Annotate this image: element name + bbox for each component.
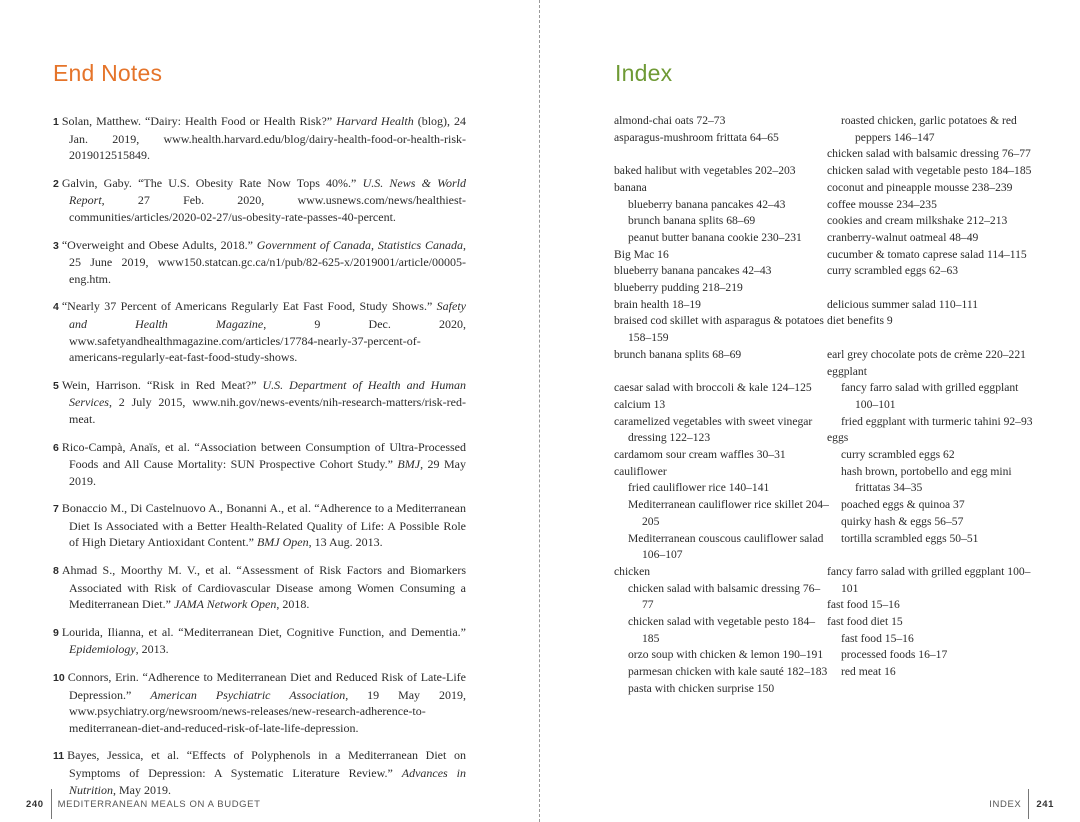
note-source-title: Safety and Health Magazine (69, 299, 466, 331)
note-details: , 27 Feb. 2020, www.usnews.com/news/healthiest-communities/articles/2020-02-27/us-obesity-rate-passes-40-percent. (69, 193, 466, 224)
index-entry: eggs (827, 431, 849, 445)
note-number: 9 (53, 626, 59, 639)
index-entry: cucumber & tomato caprese salad 114–115 (827, 247, 1027, 261)
end-note (53, 500, 466, 551)
note-number: 1 (53, 116, 59, 128)
index-subentry: quirky hash & eggs 56–57 (841, 514, 964, 528)
page-number: 241 (1036, 798, 1054, 810)
index-entry: chicken salad with vegetable pesto 184–185 (827, 164, 1032, 178)
index-entry: chicken salad with balsamic dressing 76–77 (827, 147, 1031, 161)
index-entry: caesar salad with broccoli & kale 124–125 (614, 381, 812, 395)
note-source-title: Epidemiology (69, 642, 136, 657)
right-page (540, 0, 1080, 822)
end-note (53, 669, 466, 736)
running-title: MEDITERRANEAN MEALS ON A BUDGET (57, 798, 261, 810)
index-subentry: red meat 16 (841, 665, 896, 679)
note-number: 6 (53, 441, 59, 454)
index-subentry: parmesan chicken with kale sauté 182–183 (628, 665, 828, 679)
index-subentry: chicken salad with balsamic dressing 76–77 (628, 581, 821, 612)
footer-divider (1028, 789, 1029, 819)
note-text: Wein, Harrison. “Risk in Red Meat?” (61, 377, 263, 392)
note-text: “Nearly 37 Percent of Americans Regularly Eat Fast Food, Study Shows.” (61, 299, 437, 314)
note-number: 4 (53, 301, 59, 314)
index-entry: cauliflower (614, 464, 667, 478)
note-source-title: JAMA Network Open (173, 597, 277, 612)
index-entry: delicious summer salad 110–111 (827, 297, 979, 311)
index-entry: cookies and cream milkshake 212–213 (827, 214, 1008, 228)
note-source-title: U.S. Department of Health and Human Services (69, 377, 466, 410)
note-source-title: BMJ Open (256, 535, 309, 550)
end-note (53, 237, 466, 288)
index-subentry: Mediterranean cauliflower rice skillet 204–205 (628, 498, 829, 528)
index-entry: fast food 15–16 (827, 598, 900, 612)
end-note (53, 298, 466, 365)
note-details: , May 2019. (113, 782, 172, 797)
index-entry: cranberry-walnut oatmeal 48–49 (827, 230, 979, 244)
index-entry: curry scrambled eggs 62–63 (827, 264, 959, 278)
index-subentry: Mediterranean couscous cauliflower salad 106–107 (628, 531, 824, 562)
end-notes-heading: End Notes (53, 60, 163, 86)
index-entry: coconut and pineapple mousse 238–239 (827, 180, 1013, 194)
running-title: INDEX (989, 798, 1022, 810)
note-number: 7 (53, 503, 59, 516)
index-entry: brunch banana splits 68–69 (614, 347, 742, 361)
index-subentry: roasted chicken, garlic potatoes & red peppers 146–147 (841, 114, 1017, 144)
note-source-title: Advances in Nutrition (69, 766, 467, 797)
footer-divider (51, 789, 52, 819)
note-details: , 13 Aug. 2013. (308, 535, 383, 550)
note-details: , 2018. (276, 597, 310, 612)
index-entry: calcium 13 (614, 397, 666, 411)
note-number: 11 (53, 750, 65, 763)
index-subentry: fancy farro salad with grilled eggplant 100–101 (841, 381, 1019, 411)
index-entry: Big Mac 16 (614, 247, 669, 261)
note-source-title: American Psychiatric Association (150, 687, 346, 702)
note-number: 8 (53, 565, 59, 578)
index-entry: asparagus-mushroom frittata 64–65 (614, 130, 779, 144)
index-subentry: fried eggplant with turmeric tahini 92–93 (841, 414, 1033, 428)
index-entry: fancy farro salad with grilled eggplant 100–101 (827, 564, 1031, 595)
index-entry: eggplant (827, 364, 867, 378)
note-text: Bonaccio M., Di Castelnuovo A., Bonanni A., et al. “Adherence to a Mediterranean Diet Is Associated with a Better Health-Related Quality of Life: A Possible Role of High Dietary Antioxidant Content.” (61, 501, 466, 550)
index-subentry: brunch banana splits 68–69 (628, 214, 756, 228)
index-subentry: fast food 15–16 (841, 631, 914, 645)
index-entry: cardamom sour cream waffles 30–31 (614, 448, 786, 462)
right-page-footer (989, 789, 1054, 819)
index-subentry: peanut butter banana cookie 230–231 (628, 230, 802, 244)
index-subentry: hash brown, portobello and egg mini frittatas 34–35 (841, 464, 1012, 495)
end-note (53, 624, 466, 658)
index-entry: diet benefits 9 (827, 314, 893, 328)
index-entry: banana (614, 180, 647, 194)
index-column-2 (827, 113, 1042, 681)
index-entry: almond-chai oats 72–73 (614, 114, 726, 127)
note-details: , 2 July 2015, www.nih.gov/news-events/nih-research-matters/risk-red-meat. (69, 395, 466, 426)
index-subentry: fried cauliflower rice 140–141 (628, 481, 770, 495)
note-details: (blog), 24 Jan. 2019, www.health.harvard.edu/blog/dairy-health-food-or-health-risk-2019012515849. (69, 114, 467, 163)
end-note (53, 439, 466, 490)
note-details: , 2013. (135, 642, 169, 657)
note-details: , 29 May 2019. (69, 457, 466, 488)
note-source-title: U.S. News & World Report (69, 175, 466, 208)
end-note (53, 113, 466, 164)
note-number: 2 (53, 177, 59, 190)
note-source-title: Government of Canada, Statistics Canada (256, 237, 463, 252)
index-entry: blueberry banana pancakes 42–43 (614, 264, 772, 278)
note-text: Galvin, Gaby. “The U.S. Obesity Rate Now Tops 40%.” (61, 175, 363, 190)
note-source-title: Harvard Health (336, 114, 414, 128)
index-subentry: poached eggs & quinoa 37 (841, 498, 965, 512)
index-column-1 (614, 113, 829, 698)
left-page-footer (26, 789, 261, 819)
note-text: Connors, Erin. “Adherence to Mediterranean Diet and Reduced Risk of Late-Life Depression.” (67, 670, 466, 702)
note-text: Ahmad S., Moorthy M. V., et al. “Assessment of Risk Factors and Biomarkers Associated with Risk of Cardiovascular Disease among Women Consuming a Mediterranean Diet.” (61, 563, 466, 612)
index-entry: earl grey chocolate pots de crème 220–221 (827, 347, 1026, 361)
index-entry: blueberry pudding 218–219 (614, 281, 743, 295)
note-details: , 25 June 2019, www150.statcan.gc.ca/n1/pub/82-625-x/2019001/article/00005-eng.htm. (69, 237, 466, 286)
page-number: 240 (26, 798, 44, 810)
end-note (53, 562, 466, 613)
note-text: Solan, Matthew. “Dairy: Health Food or Health Risk?” (61, 114, 337, 128)
note-source-title: BMJ (397, 457, 421, 472)
index-entry: braised cod skillet with asparagus & potatoes 158–159 (614, 314, 824, 345)
index-subentry: tortilla scrambled eggs 50–51 (841, 531, 979, 545)
end-note (53, 175, 466, 226)
index-entry: baked halibut with vegetables 202–203 (614, 164, 796, 178)
index-entry: fast food diet 15 (827, 615, 903, 629)
index-entry: chicken (614, 564, 651, 578)
index-subentry: orzo soup with chicken & lemon 190–191 (628, 648, 824, 662)
note-details: , 9 Dec. 2020, www.safetyandhealthmagazine.com/articles/17784-nearly-37-percent-of-americans-regularly-eat-fast-food-study-shows. (69, 316, 466, 365)
note-text: “Overweight and Obese Adults, 2018.” (61, 237, 257, 252)
end-notes-list (53, 113, 466, 809)
note-number: 5 (53, 379, 59, 392)
index-subentry: chicken salad with vegetable pesto 184–185 (628, 615, 816, 645)
index-heading: Index (615, 60, 673, 86)
index-subentry: curry scrambled eggs 62 (841, 448, 955, 462)
index-entry: coffee mousse 234–235 (827, 197, 937, 211)
end-note (53, 377, 466, 428)
index-entry: brain health 18–19 (614, 297, 701, 311)
note-details: , 19 May 2019, www.psychiatry.org/newsroom/news-releases/new-research-adherence-to-mediterranean-diet-and-reduced-risk-of-late-life-depression. (69, 687, 466, 735)
index-subentry: processed foods 16–17 (841, 648, 948, 662)
index-entry: caramelized vegetables with sweet vinegar dressing 122–123 (614, 414, 813, 445)
note-text: Lourida, Ilianna, et al. “Mediterranean Diet, Cognitive Function, and Dementia.” (61, 624, 466, 639)
index-subentry: pasta with chicken surprise 150 (628, 681, 775, 695)
index-subentry: blueberry banana pancakes 42–43 (628, 197, 786, 211)
note-text: Rico-Campà, Anaïs, et al. “Association between Consumption of Ultra-Processed Foods and All Cause Mortality: SUN Prospective Cohort Study.” (61, 439, 466, 472)
note-number: 10 (53, 672, 65, 685)
note-number: 3 (53, 239, 59, 252)
note-text: Bayes, Jessica, et al. “Effects of Polyphenols in a Mediterranean Diet on Symptoms of Depression: A Systematic Literature Review.” (67, 748, 466, 780)
